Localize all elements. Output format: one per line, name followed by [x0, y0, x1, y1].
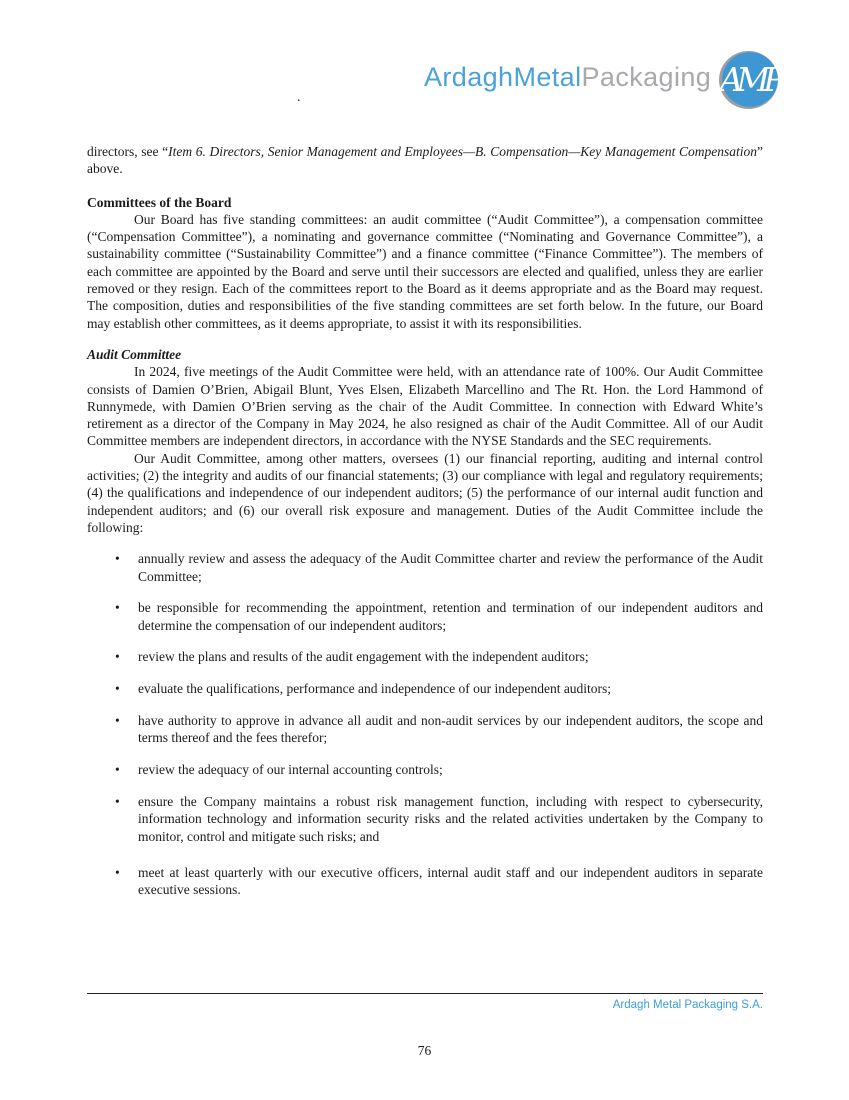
- audit-paragraph-2: Our Audit Committee, among other matters, oversees (1) our financial reporting, auditing and internal control activities; (2) the integrity and audits of our financial statements; (3) our compliance with legal and regulatory requirements; (4) the qualifications and independence of our independent auditors; (5) the performance of our internal audit function and independent auditors; and (6) our overall risk exposure and management. Duties of the Audit Committee include the following:: [87, 450, 763, 535]
- page-body: [87, 143, 763, 913]
- list-item: • be responsible for recommending the appointment, retention and termination of our independent auditors and determine the compensation of our independent auditors;: [87, 599, 763, 634]
- list-item: • annually review and assess the adequacy of the Audit Committee charter and review the performance of the Audit Committee;: [87, 550, 763, 585]
- committees-paragraph: Our Board has five standing committees: an audit committee (“Audit Committee”), a compensation committee (“Compensation Committee”), a nominating and governance committee (“Nominating and Governance Committee”), a sustainability committee (“Sustainability Committee”) and a finance committee (“Finance Committee”). The members of each committee are appointed by the Board and serve until their successors are elected and qualified, unless they are earlier removed or they resign. Each of the committees report to the Board as it deems appropriate and as the Board may request. The composition, duties and responsibilities of the five standing committees are set forth below. In the future, our Board may establish other committees, as it deems appropriate, to assist it with its responsibilities.: [87, 211, 763, 331]
- list-item: • review the plans and results of the audit engagement with the independent auditors;: [87, 648, 763, 665]
- list-item: • meet at least quarterly with our executive officers, internal audit staff and our independent auditors in separate executive sessions.: [87, 864, 763, 899]
- audit-paragraph-1: In 2024, five meetings of the Audit Committee were held, with an attendance rate of 100%. Our Audit Committee consists of Damien O’Brien, Abigail Blunt, Yves Elsen, Elizabeth Marcellino and The Rt. Hon. the Lord Hammond of Runnymede, with Damien O’Brien serving as the chair of the Audit Committee. In connection with Edward White’s retirement as a director of the Company in May 2024, he also resigned as chair of the Audit Committee. All of our Audit Committee members are independent directors, in accordance with the NYSE Standards and the SEC requirements.: [87, 364, 763, 449]
- footer-divider: [87, 993, 763, 994]
- logo-wordmark: [424, 61, 712, 92]
- committees-of-the-board-heading: Committees of the Board: [87, 194, 232, 210]
- intro-paragraph: [87, 143, 763, 178]
- emblem-letters: AMP: [719, 60, 779, 99]
- list-item: • evaluate the qualifications, performance and independence of our independent auditors;: [87, 680, 763, 697]
- audit-duties-list: [87, 550, 763, 898]
- list-item: • ensure the Company maintains a robust risk management function, including with respect to cybersecurity, information technology and information security risks and the related activities undertaken by the Company to monitor, control and mitigate such risks; and: [87, 793, 763, 845]
- stray-period-mark: .: [297, 90, 301, 105]
- intro-prefix: directors, see “: [87, 144, 169, 159]
- intro-citation: Item 6. Directors, Senior Management and Employees—B. Compensation—Key Management Compensation: [168, 144, 757, 159]
- list-item: • review the adequacy of our internal accounting controls;: [87, 761, 763, 778]
- audit-committee-heading: Audit Committee: [87, 346, 182, 362]
- page-number: 76: [417, 1043, 432, 1058]
- company-logo: [424, 50, 780, 110]
- footer-company-name: Ardagh Metal Packaging S.A.: [612, 999, 763, 1011]
- intro-suffix: ” above.: [87, 144, 763, 177]
- amp-circle-logo-icon: [718, 50, 780, 110]
- logo-wordmark-blue: ArdaghMetal: [424, 61, 582, 92]
- logo-wordmark-gray: Packaging: [581, 61, 712, 92]
- list-item: • have authority to approve in advance all audit and non-audit services by our independent auditors, the scope and terms thereof and the fees therefor;: [87, 712, 763, 747]
